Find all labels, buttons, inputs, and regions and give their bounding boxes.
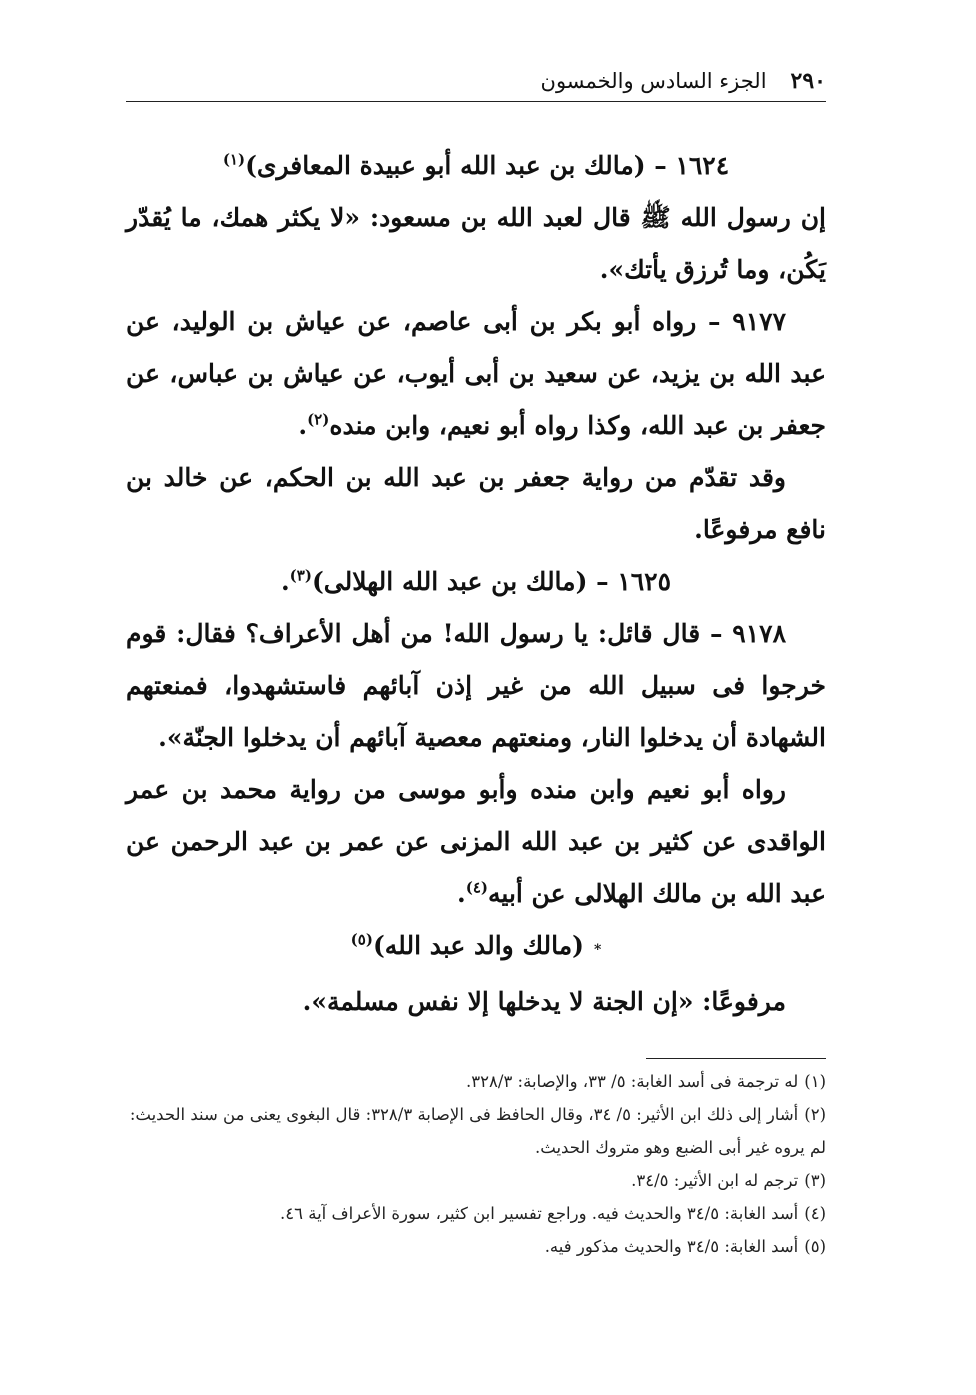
running-title: الجزء السادس والخمسون [540, 69, 767, 93]
hadith-text-1624: إن رسول الله ﷺ قال لعبد الله بن مسعود: «لا يكثر همك، ما يُقدّر يَكُن، وما تُرزق يأتك». [126, 203, 826, 284]
hadith-text-9178: ٩١٧٨ – قال قائل: يا رسول الله! من أهل الأعراف؟ فقال: قوم خرجوا فى سبيل الله من غير إذن آبائهم فاستشهدوا، فمنعتهم الشهادة أن يدخلوا النار، ومنعتهم معصية آبائهم أن يدخلوا الجنّة». [126, 619, 826, 752]
footnote-divider [646, 1058, 826, 1059]
footnotes [126, 1065, 826, 1263]
footnote-ref-2: (٢) [307, 410, 330, 429]
footnote-5: (٥)أسد الغابة: ٣٤/٥ والحديث مذكور فيه. [544, 1237, 826, 1256]
main-text [126, 140, 826, 1028]
entry-heading-1625: ١٦٢٥ – (مالك بن عبد الله الهلالى)$^{(٣)}$. [280, 566, 672, 596]
narration-9177: ٩١٧٧ – رواه أبو بكر بن أبى عاصم، عن عياش بن الوليد، عن عبد الله بن يزيد، عن سعيد بن أبى أيوب، عن عياش بن عباس، عن جعفر بن عبد الله، وكذا رواه أبو نعيم، وابن منده$^{(٢)}$. [126, 307, 826, 440]
header-divider [126, 101, 826, 102]
footnote-ref-3: (٣) [289, 566, 312, 585]
footnote-ref-1: (١) [222, 150, 246, 169]
entry-heading-1624: ١٦٢٤ – (مالك بن عبد الله أبو عبيدة المعافرى)$^{(١)}$ [222, 150, 730, 180]
footnote-ref-5: (٥) [350, 930, 373, 949]
hadith-text-malik-father: مرفوعًا: «إن الجنة لا يدخلها إلا نفس مسلمة». [302, 987, 786, 1016]
page-number: ٢٩٠ [790, 68, 826, 94]
footnote-2: (٢)أشار إلى ذلك ابن الأثير: ٥/ ٣٤، وقال الحافظ فى الإصابة ٣٢٨/٣: قال البغوى يعنى من سند الحديث: لم يروه غير أبى الضبع وهو متروك الحديث. [129, 1105, 826, 1157]
footnote-1: (١)له ترجمة فى أسد الغابة: ٥/ ٣٣، والإصابة: ٣٢٨/٣. [466, 1072, 826, 1091]
narration-chain-9178: رواه أبو نعيم وابن منده وأبو موسى من رواية محمد بن عمر الواقدى عن كثير بن عبد الله المزنى عن عمر بن عبد الرحمن عن عبد الله بن مالك الهلالى عن أبيه$^{(٤)}$. [126, 775, 826, 908]
running-header [126, 68, 826, 94]
footnote-4: (٤)أسد الغابة: ٣٤/٥ والحديث فيه. وراجع تفسير ابن كثير، سورة الأعراف آية ٤٦. [280, 1204, 826, 1223]
narration-note-9177: وقد تقدّم من رواية جعفر بن عبد الله بن الحكم، عن خالد بن نافع مرفوعًا. [126, 463, 826, 544]
footnote-ref-4: (٤) [465, 878, 488, 897]
asterisk-marker: * [594, 942, 602, 958]
entry-heading-malik-father: *(مالك والد عبد الله)$^{(٥)}$ [350, 930, 602, 960]
footnote-3: (٣)ترجم له ابن الأثير: ٣٤/٥. [631, 1171, 826, 1190]
